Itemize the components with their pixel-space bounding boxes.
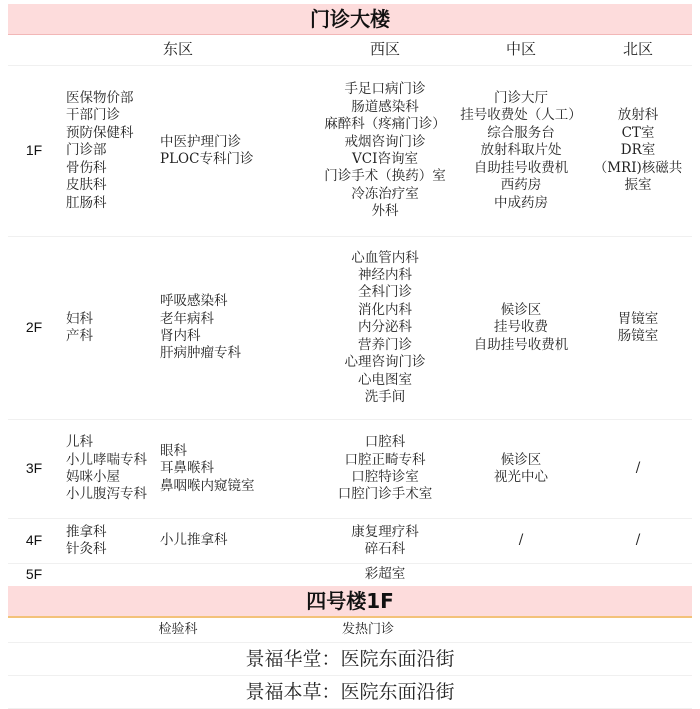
department-name: 肠镜室 [617,328,659,344]
middle-list [456,237,586,419]
east-b-list [160,420,308,518]
east-b-list [160,519,308,563]
line-group [365,566,406,583]
department-name: 肠道感染科 [351,98,419,115]
department-name: 自助挂号收费机 [473,336,569,353]
department-name: VCI咨询室 [352,151,418,167]
department-name: 挂号收费处（人工） [460,107,582,124]
department-name: 自助挂号收费机 [473,159,569,176]
pharmacy-location: 景福本草：医院东面沿街 [8,676,692,709]
department-name: 中医护理门诊 [160,133,241,150]
west-list [300,66,470,236]
zone-east: 东区 [162,40,193,59]
department-name: 口腔特诊室 [351,469,419,485]
department-name: 候诊区 [500,451,542,468]
main-building-title: 门诊大楼 [8,4,692,35]
north-list [586,237,690,419]
line-group [636,532,641,549]
department-name: 心血管内科 [351,249,419,266]
department-name: 放射科 [617,107,659,124]
zone-header-row [8,35,692,66]
floor-row-2f [8,237,692,420]
middle-list [456,519,586,563]
department-name: 视光中心 [494,469,548,485]
department-name: 小儿腹泻专科 [66,486,147,503]
department-name: 神经内科 [358,267,412,284]
department-name: 候诊区 [500,301,542,318]
floor-label: 3F [25,460,43,477]
department-name: 外科 [371,203,399,220]
department-name: 挂号收费 [494,319,548,336]
department-name: / [518,532,524,549]
floor-row-5f [8,564,692,586]
department-name: / [635,460,641,477]
department-name: 骨伤科 [66,159,107,176]
zone-north: 北区 [622,40,653,59]
north-list [586,66,690,236]
department-name: DR室 [620,142,656,159]
west-list [300,564,470,586]
line-group [160,293,241,363]
department-name: 放射科取片处 [480,142,562,159]
department-name: PLOC专科门诊 [160,151,254,167]
department-name: 医保物价部 [66,90,134,107]
east-b-list [160,66,308,236]
department-name: 口腔正畸专科 [344,451,426,468]
department-name: 眼科 [160,442,187,459]
line-group [494,452,548,487]
department-name: 麻醉科（疼痛门诊） [324,116,446,133]
zone-west: 西区 [369,40,400,59]
east-a-list [66,420,161,518]
department-name: 针灸科 [66,541,107,557]
department-name: / [635,532,641,549]
building4-item: 发热门诊 [341,622,394,638]
middle-list [456,66,586,236]
department-name: 推拿科 [66,523,107,540]
department-name: 手足口病门诊 [344,81,426,98]
line-group [519,532,524,549]
floor-row-1f [8,66,692,237]
floor-row-4f [8,519,692,564]
north-list [586,519,690,563]
department-name: 老年病科 [160,310,214,327]
north-list [586,420,690,518]
department-name: 中成药房 [494,194,548,211]
department-name: 产科 [66,328,93,344]
west-list [300,420,470,518]
building4-title: 四号楼1F [8,586,692,618]
line-group [66,434,147,504]
department-name: 肝病肿瘤专科 [160,345,241,362]
department-name: 门诊手术（换药）室 [324,168,446,185]
department-name: 综合服务台 [487,124,555,141]
west-list [300,237,470,419]
department-name: 西药房 [500,177,542,194]
line-group [338,434,433,504]
building4-row [8,618,692,643]
department-name: 心理咨询门诊 [344,354,426,371]
floor-row-3f [8,420,692,519]
department-name: 预防保健科 [66,124,134,141]
floor-label: 2F [25,319,43,336]
department-name: 内分泌科 [358,319,412,336]
department-name: 皮肤科 [66,177,107,194]
department-name: 耳鼻喉科 [160,460,214,477]
department-name: 戒烟咨询门诊 [344,133,426,150]
department-name: 呼吸感染科 [160,293,228,310]
line-group [345,250,426,407]
line-group [460,90,582,212]
department-name: 小儿哮喘专科 [66,451,147,468]
floor-label: 1F [25,142,43,159]
department-name: 口腔科 [364,434,406,451]
department-name: 儿科 [66,434,93,451]
line-group [66,524,107,559]
department-name: 心电图室 [358,371,412,388]
east-a-list [66,519,161,563]
department-name: 康复理疗科 [351,523,419,540]
department-name: 鼻咽喉内窥镜室 [160,477,255,494]
department-name: 冷冻治疗室 [351,185,419,202]
department-name: 振室 [624,177,652,194]
east-a-list [66,237,161,419]
department-name: 小儿推拿科 [160,532,228,549]
line-group [324,81,446,220]
east-b-list [160,237,308,419]
line-group [636,460,641,477]
department-name: 消化内科 [358,301,412,318]
department-name: 碎石科 [364,541,406,557]
pharmacy-location: 景福华堂：医院东面沿街 [8,643,692,676]
department-name: 肾内科 [160,328,201,344]
department-name: 彩超室 [364,566,406,583]
department-name: 口腔门诊手术室 [337,486,433,503]
zone-middle: 中区 [505,40,536,59]
department-name: 全科门诊 [358,284,412,301]
department-name: 肛肠科 [66,194,107,211]
line-group [66,90,134,212]
floor-label: 5F [25,566,43,583]
department-name: （MRI)核磁共 [593,159,683,176]
department-name: 干部门诊 [66,107,120,124]
department-name: 营养门诊 [358,336,412,353]
department-name: 门诊大厅 [494,90,548,107]
line-group [160,134,253,169]
east-a-list [66,66,161,236]
line-group [160,532,228,549]
middle-list [456,420,586,518]
line-group [160,443,255,495]
line-group [474,302,569,354]
line-group [351,524,419,559]
department-name: 妈咪小屋 [66,469,120,485]
department-name: 门诊部 [66,142,107,159]
department-name: CT室 [621,124,655,141]
floor-label: 4F [25,532,43,549]
west-list [300,519,470,563]
line-group [618,311,659,346]
line-group [66,311,93,346]
building4-item: 检验科 [158,622,198,638]
department-name: 妇科 [66,310,93,327]
line-group [594,107,683,194]
department-name: 胃镜室 [617,310,659,327]
directory-table [8,4,692,709]
department-name: 洗手间 [364,388,406,405]
